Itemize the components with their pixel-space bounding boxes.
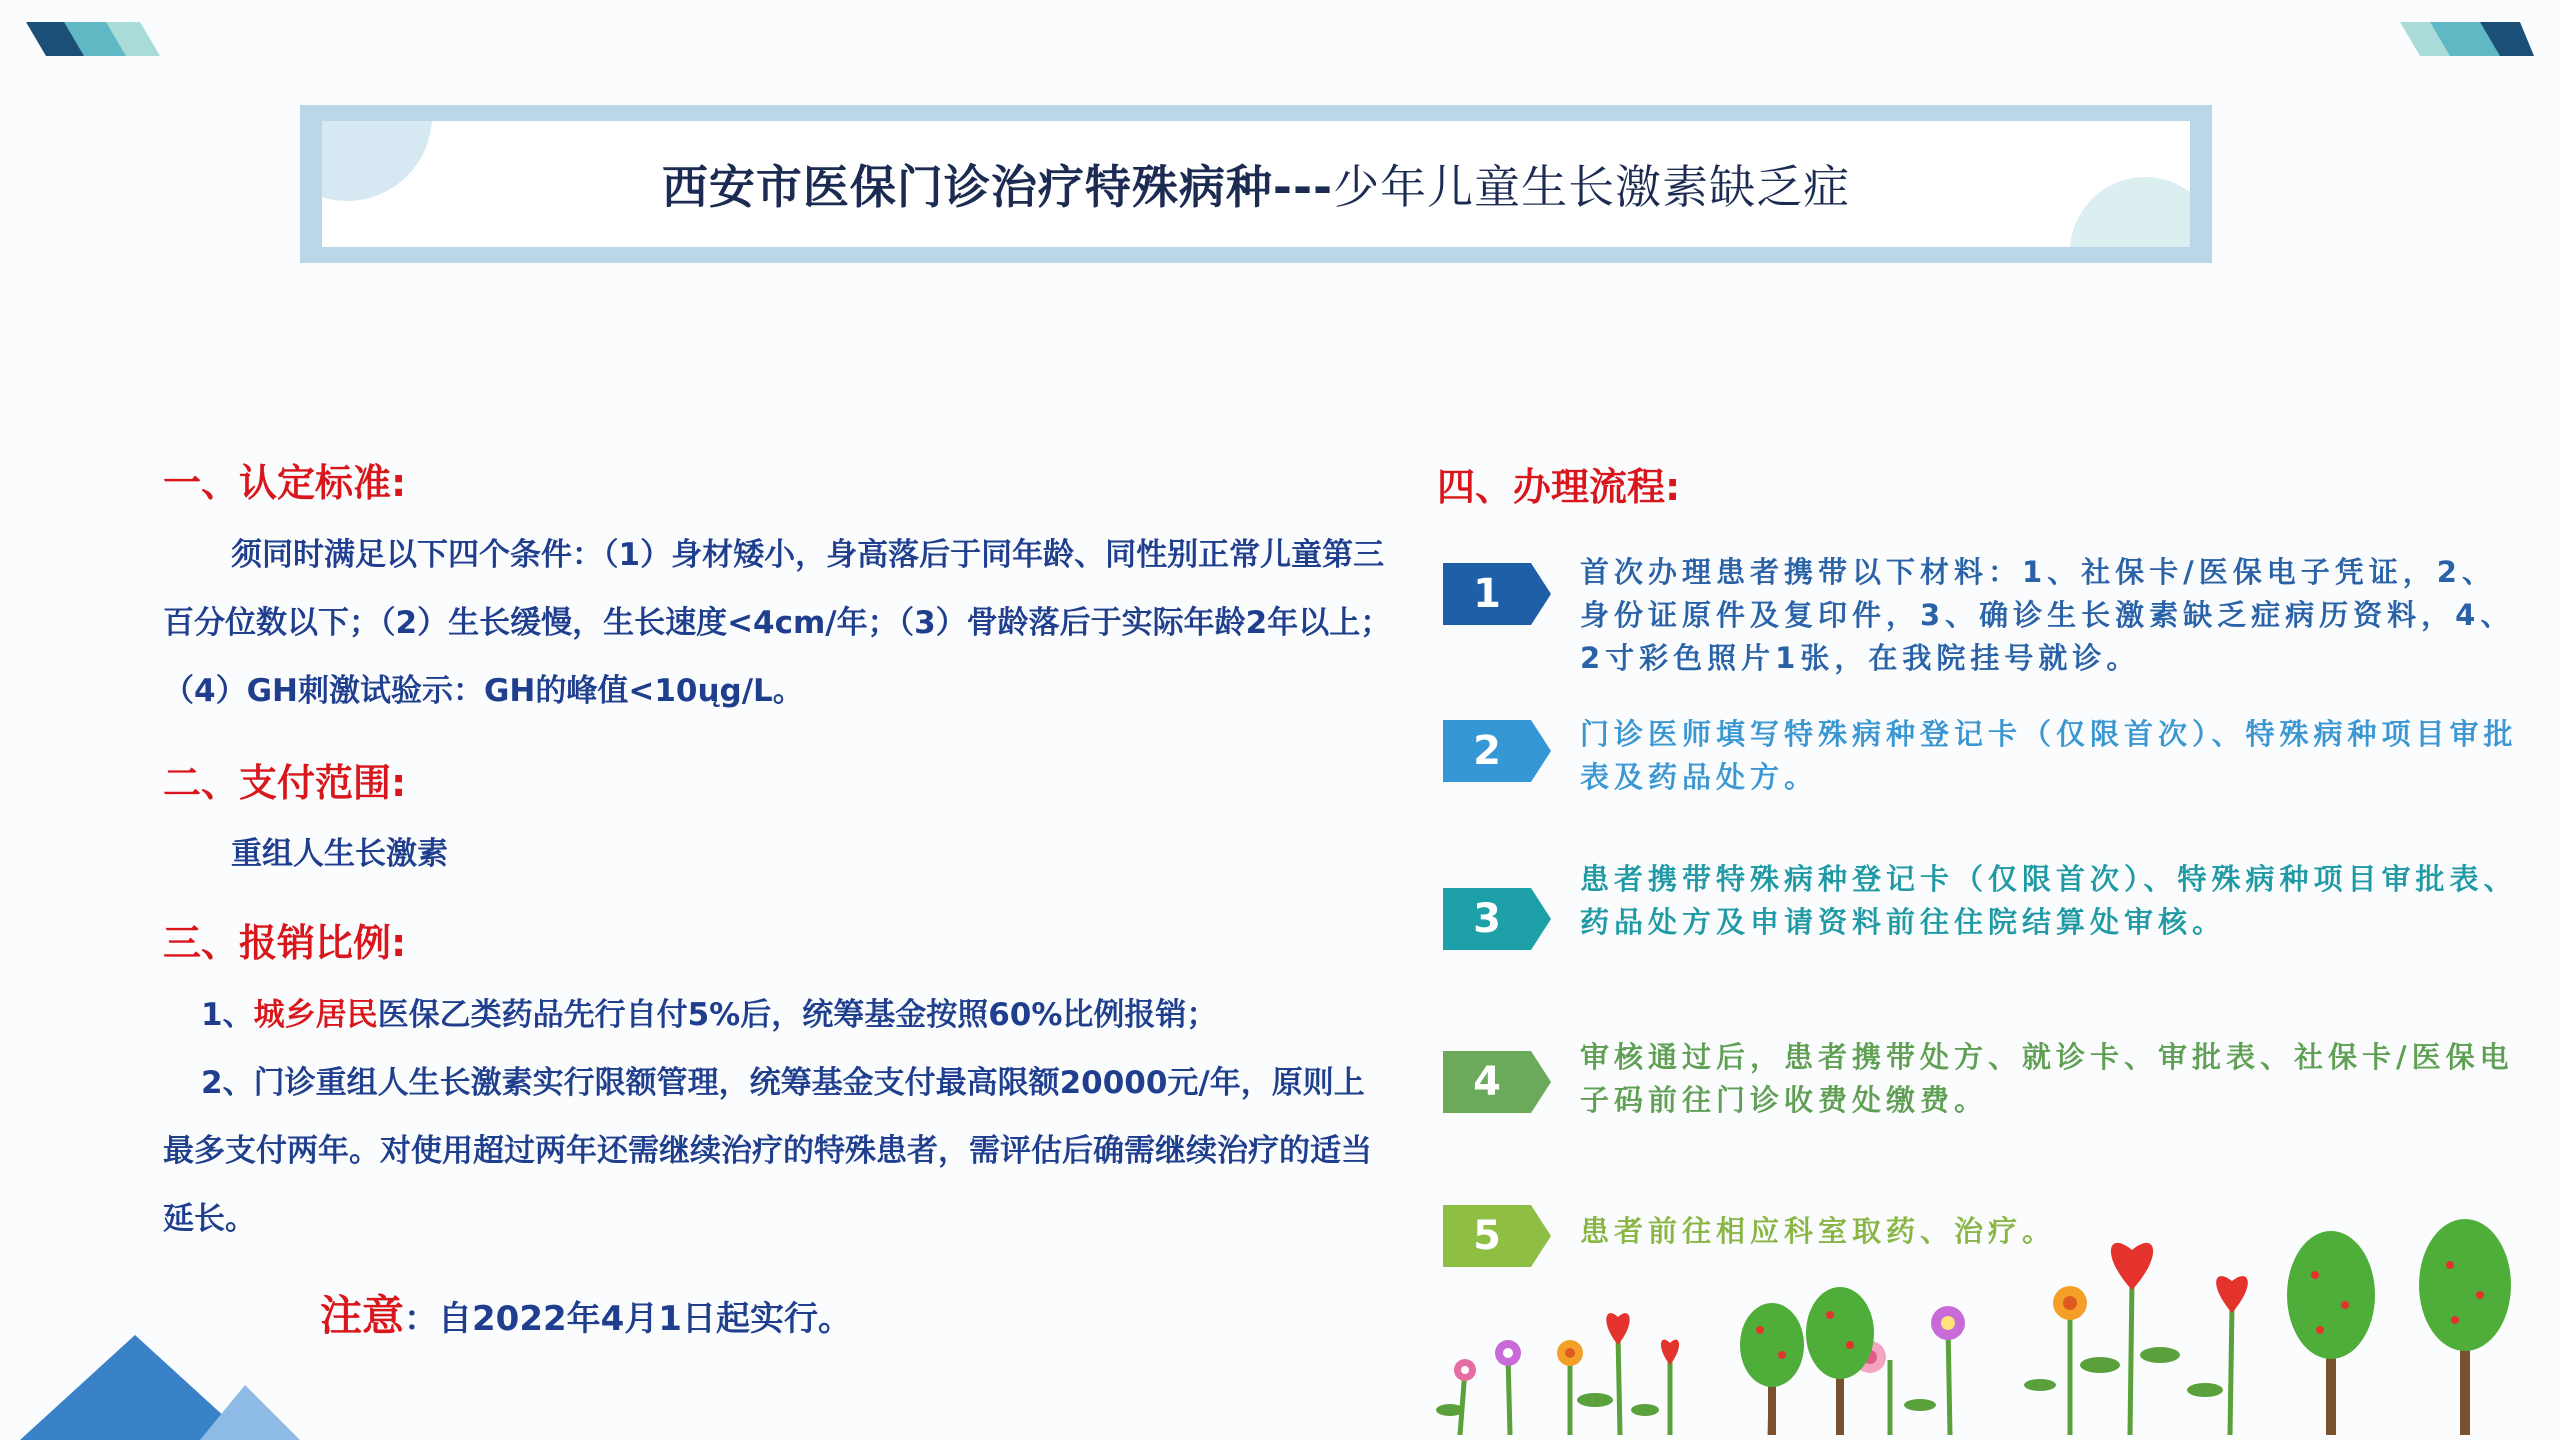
- page-title: [662, 151, 1850, 217]
- section-heading-criteria: 一、认定标准:: [163, 461, 407, 505]
- section-heading-procedure: 四、办理流程:: [1437, 465, 1681, 509]
- reimbursement-item-2: 2、门诊重组人生长激素实行限额管理，统筹基金支付最高限额20000元/年，原则上最多支付两年。对使用超过两年还需继续治疗的特殊患者，需评估后确需继续治疗的适当延长。: [163, 1065, 1372, 1237]
- step-number: 3: [1473, 896, 1501, 942]
- note-text: ：自2022年4月1日起实行。: [404, 1299, 852, 1339]
- step-number: 5: [1473, 1213, 1501, 1259]
- title-banner: [300, 105, 2212, 263]
- flowers-trees-illustration: [1420, 1205, 2540, 1435]
- reimbursement-item-1: [163, 981, 1393, 1049]
- step-text-4: 审核通过后，患者携带处方、就诊卡、审批表、社保卡/医保电子码前往门诊收费处缴费。: [1580, 1040, 2514, 1117]
- corner-decoration-top-left: [26, 22, 160, 56]
- step-badge-1: [1443, 563, 1551, 625]
- step-badge-4: [1443, 1051, 1551, 1113]
- step-text-3: 患者携带特殊病种登记卡（仅限首次）、特殊病种项目审批表、药品处方及申请资料前往住院结算处审核。: [1580, 862, 2518, 939]
- note-label: 注意: [320, 1291, 405, 1340]
- payment-scope-text: 重组人生长激素: [231, 836, 448, 872]
- step-number: 4: [1473, 1059, 1501, 1105]
- corner-decoration-top-right: [2400, 22, 2534, 56]
- mountain-decoration: [0, 1290, 320, 1440]
- section-heading-reimbursement: 三、报销比例:: [163, 921, 407, 965]
- title-banner-inner: [322, 121, 2190, 247]
- step-badge-3: [1443, 888, 1551, 950]
- effective-date-note: [320, 1283, 852, 1343]
- reimbursement-item-1-prefix: 1、: [201, 997, 254, 1033]
- step-number: 2: [1473, 728, 1501, 774]
- banner-decoration-circle: [2070, 177, 2190, 247]
- reimbursement-item-1-rest: 医保乙类药品先行自付5%后，统筹基金按照60%比例报销；: [377, 997, 1218, 1033]
- reimbursement-item-1-highlight: 城乡居民: [253, 997, 378, 1033]
- step-text-1: 首次办理患者携带以下材料：1、社保卡/医保电子凭证，2、身份证原件及复印件，3、确诊生长激素缺乏症病历资料，4、2寸彩色照片1张，在我院挂号就诊。: [1580, 555, 2515, 675]
- criteria-text: 须同时满足以下四个条件：（1）身材矮小，身高落后于同年龄、同性别正常儿童第三百分位数以下；（2）生长缓慢，生长速度<4cm/年；（3）骨龄落后于实际年龄2年以上；（4）GH刺激试验示：GH的峰值<10ųg/L。: [163, 537, 1392, 709]
- step-number: 1: [1473, 571, 1501, 617]
- step-text-2: 门诊医师填写特殊病种登记卡（仅限首次）、特殊病种项目审批表及药品处方。: [1580, 717, 2518, 794]
- banner-decoration-circle: [322, 121, 432, 201]
- step-text-5: 患者前往相应科室取药、治疗。: [1580, 1214, 2057, 1248]
- page-title-normal: 少年儿童生长激素缺乏症: [1333, 160, 1851, 214]
- step-badge-2: [1443, 720, 1551, 782]
- page-title-bold: 西安市医保门诊治疗特殊病种---: [661, 160, 1334, 214]
- section-heading-payment-scope: 二、支付范围:: [163, 761, 407, 805]
